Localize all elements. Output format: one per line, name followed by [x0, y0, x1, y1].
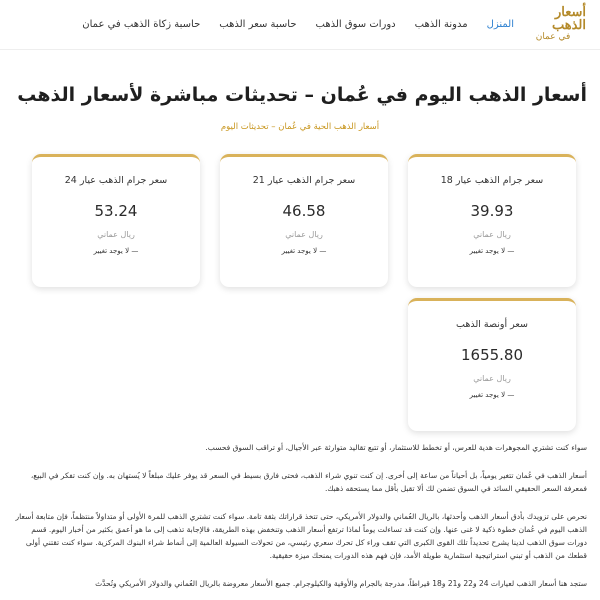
site-logo[interactable] — [520, 6, 586, 43]
card-change: — لا يوجد تغيير — [469, 391, 515, 399]
price-card-21k — [220, 154, 388, 287]
paragraph: نحرص على تزويدك بأدق أسعار الذهب وأحدثها، بالريال العُماني والدولار الأمريكي، حتى تتخذ قراراتك بثقة تامة. سواء كنت تشتري الذهب للمرة الأولى أو متداولاً منتظماً، فإن متابعة أسعار الذهب اليوم في عُمان خطوة ذكية لا غنى عنها. وإن كنت قد تساءلت يوماً لماذا ترتفع أسعار الذهب وتنخفض بهذه الطريقة، فالإجابة تذهب إلى ما هو أعمق بكثير من أخبار اليوم. قسم دورات سوق الذهب لدينا يشرح تحديداً تلك القوى الكبرى التي تقف وراء كل تحرك سعري رئيسي، من تحولات السيولة العالمية إلى أنماط شراء البنوك المركزية. سواء كنت تقتني أولى قطعك من الذهب أو تبني استراتيجية استثمارية طويلة الأمد، فإن فهم هذه الدورات يمنحك ميزة حقيقية. — [15, 512, 587, 560]
card-unit: ريال عماني — [473, 230, 511, 239]
card-price: 1655.80 — [460, 346, 524, 364]
card-unit: ريال عماني — [473, 374, 511, 383]
card-price: 53.24 — [94, 202, 138, 220]
card-change: — لا يوجد تغيير — [93, 247, 139, 255]
card-title: سعر جرام الذهب عيار 18 — [440, 175, 544, 186]
card-change: — لا يوجد تغيير — [469, 247, 515, 255]
card-unit: ريال عماني — [97, 230, 135, 239]
card-change: — لا يوجد تغيير — [281, 247, 327, 255]
paragraph: ستجد هنا أسعار الذهب لعيارات 24 و22 و21 و18 قيراطاً، مدرجة بالجرام والأوقية والكيلوجرام. جميع الأسعار معروضة بالريال العُماني والدولار الأمريكي وتُحدَّث — [95, 579, 587, 588]
card-title: سعر أونصة الذهب — [456, 319, 528, 330]
nav-gold-zakat-calculator[interactable]: حاسبة زكاة الذهب في عمان — [82, 19, 201, 30]
nav-home[interactable]: المنزل — [486, 19, 514, 30]
price-card-18k — [408, 154, 576, 287]
article-body — [0, 441, 600, 590]
price-card-ounce — [408, 298, 576, 431]
page-subtitle: أسعار الذهب الحية في عُمان – تحديثات اليوم — [220, 122, 380, 132]
nav-gold-price-calculator[interactable]: حاسبة سعر الذهب — [219, 19, 297, 30]
logo-main-text: أسعار الذهب — [551, 5, 586, 33]
nav-gold-blog[interactable]: مدونة الذهب — [414, 19, 468, 30]
price-card-24k — [32, 154, 200, 287]
price-cards — [0, 154, 600, 444]
card-price: 39.93 — [470, 202, 514, 220]
paragraph: أسعار الذهب في عُمان تتغير يومياً، بل أحياناً من ساعة إلى أخرى. إن كنت تنوي شراء الذهب، فحتى فارق بسيط في السعر قد يوفر عليك مبلغاً لا يُستهان به. وإن كنت تفكر في البيع، فمعرفة السعر الحقيقي السائد في السوق تضمن لك ألا تقبل بأقل مما يستحقه ذهبك. — [30, 471, 587, 493]
card-title: سعر جرام الذهب عيار 21 — [252, 175, 356, 186]
card-price: 46.58 — [282, 202, 326, 220]
nav-gold-market-cycles[interactable]: دورات سوق الذهب — [315, 19, 396, 30]
page-title: أسعار الذهب اليوم في عُمان – تحديثات مباشرة لأسعار الذهب — [17, 84, 587, 106]
card-title: سعر جرام الذهب عيار 24 — [64, 175, 168, 186]
paragraph: سواء كنت تشتري المجوهرات هدية للعرس، أو تخطط للاستثمار، أو تتبع تقاليد متوارثة عبر الأجيال، أو تراقب السوق فحسب. — [205, 443, 587, 452]
main-nav — [63, 19, 514, 30]
logo-sub-text: في عمان — [535, 32, 571, 42]
card-unit: ريال عماني — [285, 230, 323, 239]
site-header — [0, 0, 600, 50]
